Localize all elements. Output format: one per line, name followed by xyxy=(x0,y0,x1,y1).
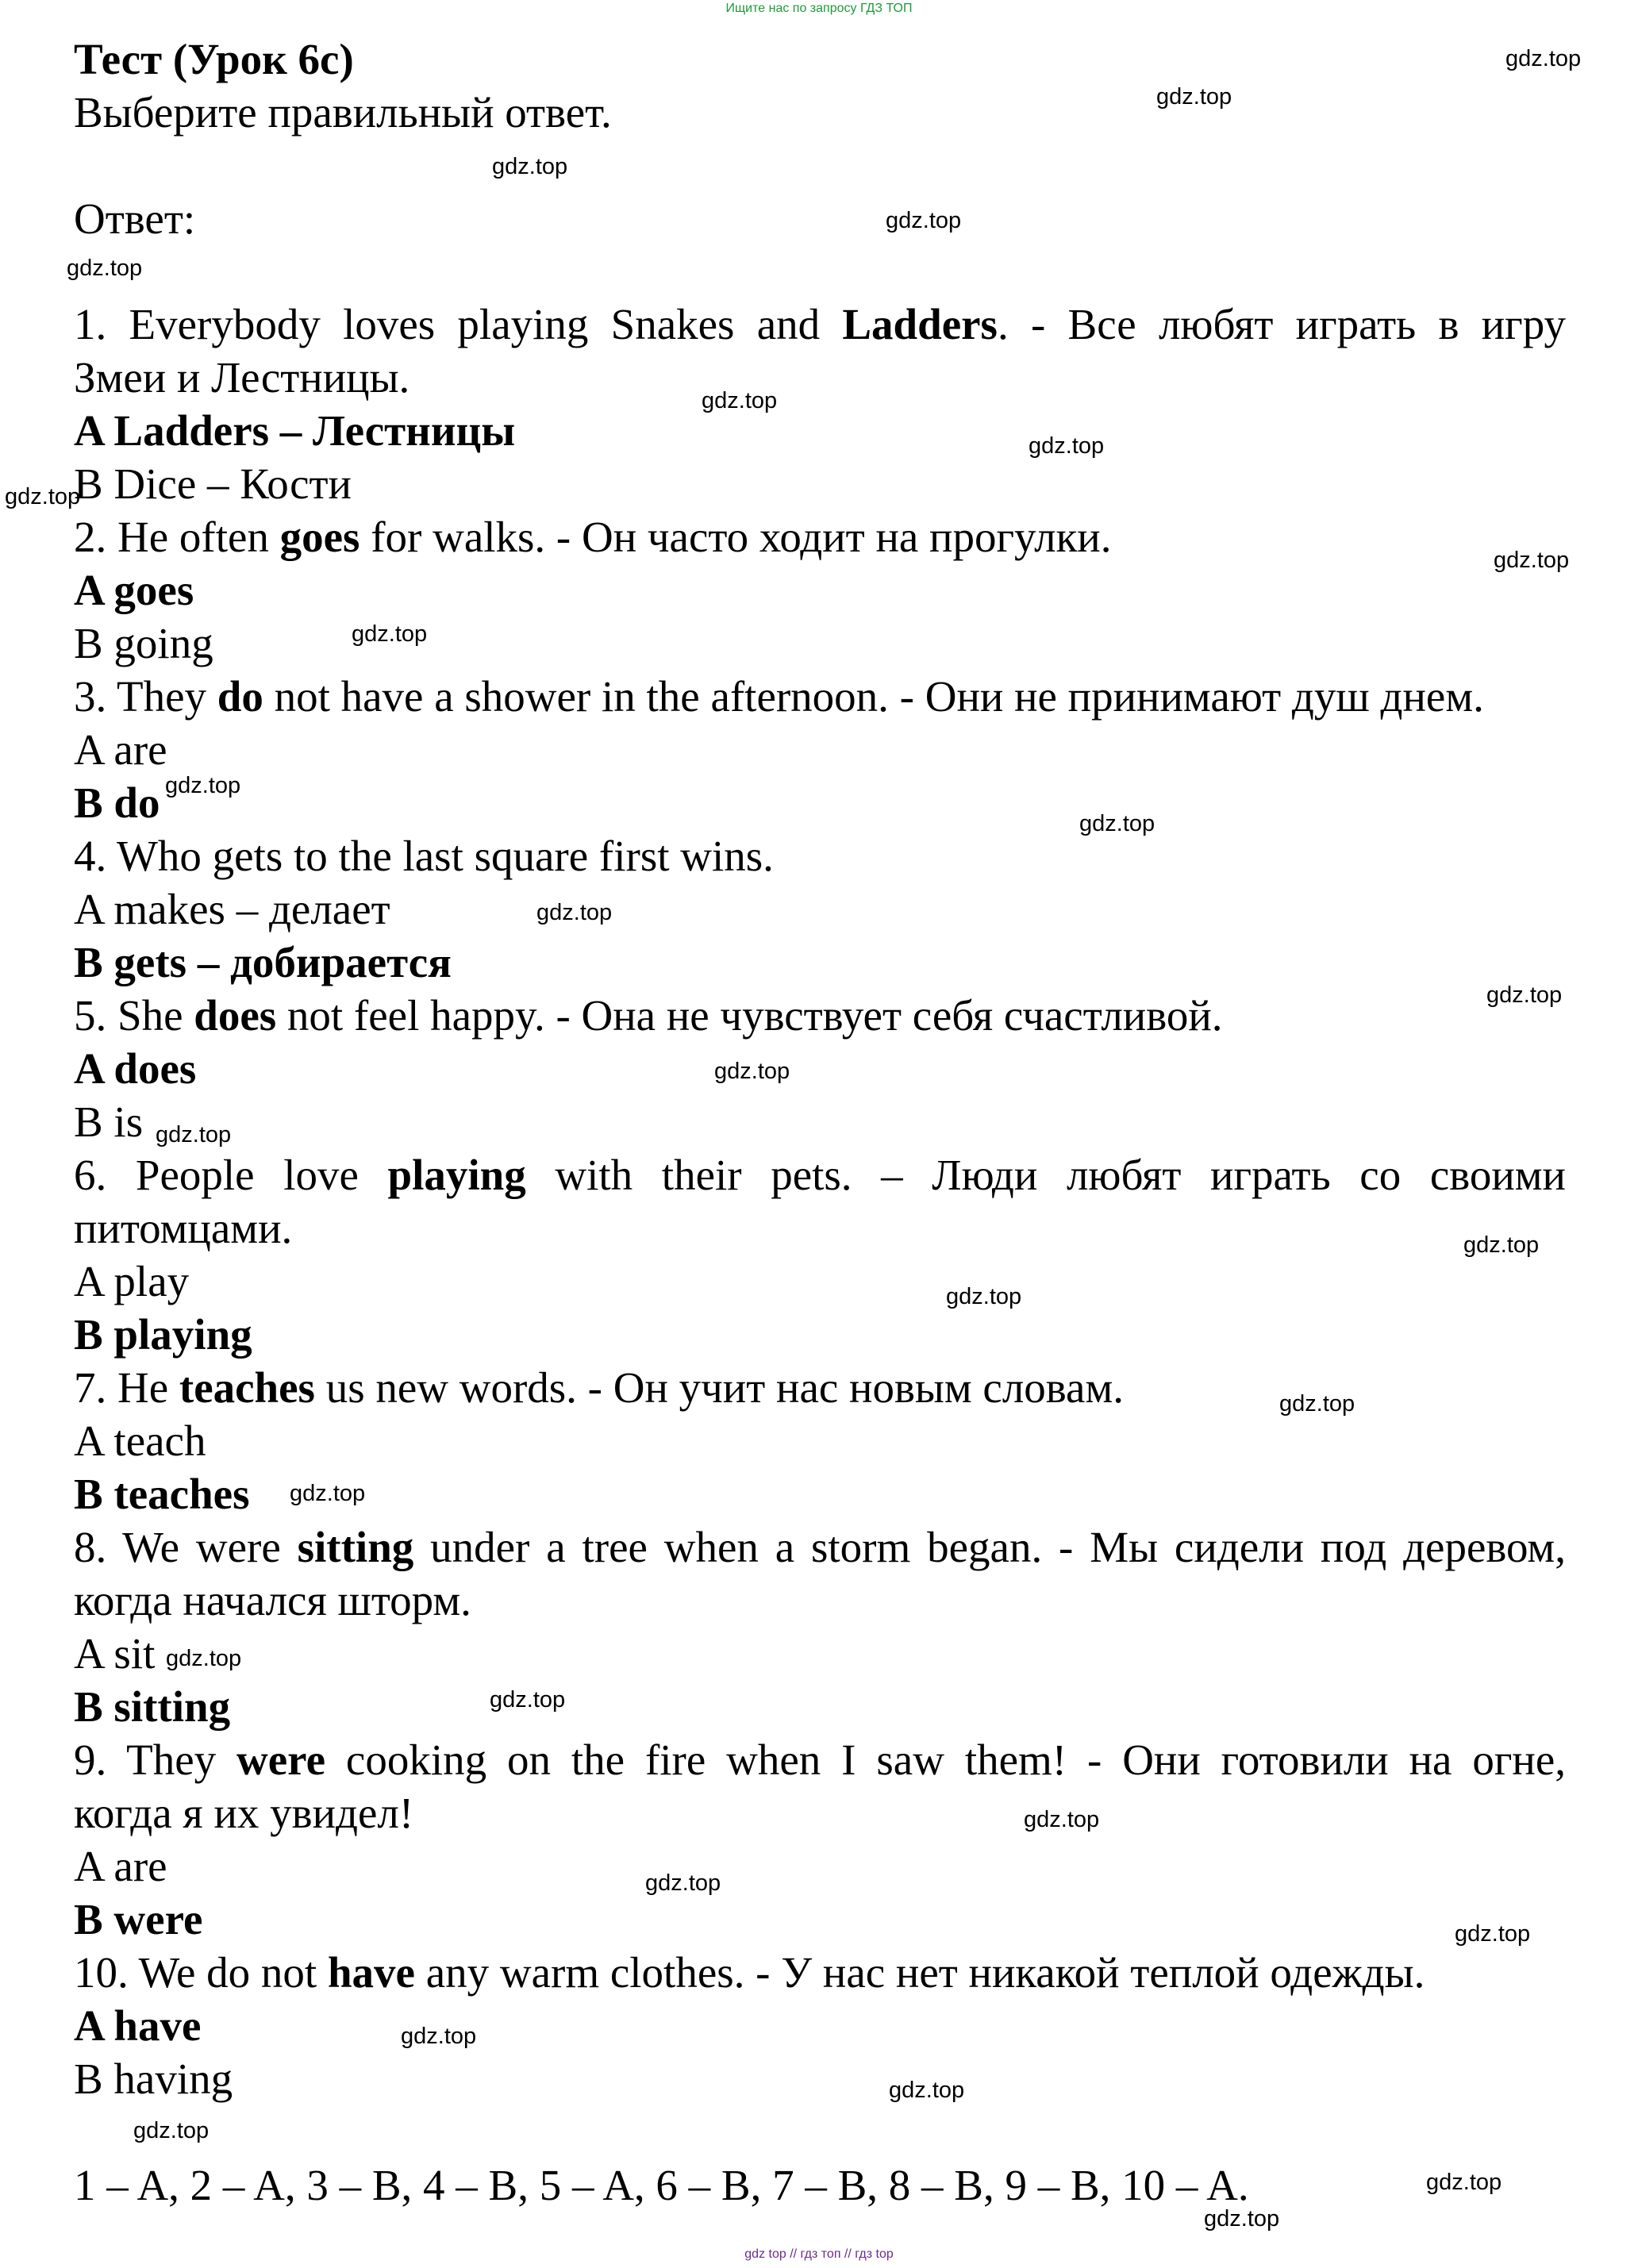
watermark: gdz.top xyxy=(946,1284,1022,1309)
q7-option-b: B teaches xyxy=(74,1470,250,1518)
q7-option-a: A teach xyxy=(74,1417,206,1465)
watermark: gdz.top xyxy=(67,256,143,281)
q2-option-b: B going xyxy=(74,619,213,667)
q8-option-a: A sit xyxy=(74,1629,156,1678)
q4-option-a: A makes – делает xyxy=(74,885,390,933)
watermark: gdz.top xyxy=(490,1687,566,1713)
watermark: gdz.top xyxy=(1486,982,1563,1008)
q6-option-a: A play xyxy=(74,1257,190,1305)
watermark: gdz.top xyxy=(645,1870,721,1896)
watermark: gdz.top xyxy=(886,208,962,233)
q10-option-b: B having xyxy=(74,2055,233,2103)
watermark: gdz.top xyxy=(352,621,428,647)
watermark: gdz.top xyxy=(1279,1391,1355,1417)
watermark: gdz.top xyxy=(1463,1232,1540,1258)
instruction: Выберите правильный ответ. xyxy=(74,88,612,136)
q2-option-a: A goes xyxy=(74,566,194,614)
question-1: 1. Everybody loves playing Snakes and Ladders. - Все любят играть в игру xyxy=(74,300,1566,348)
watermark: gdz.top xyxy=(165,773,241,798)
watermark: gdz.top xyxy=(1029,433,1105,459)
q9-option-a: A are xyxy=(74,1842,167,1890)
question-4: 4. Who gets to the last square first wins. xyxy=(74,832,774,880)
watermark: gdz.top xyxy=(290,1481,366,1506)
watermark: gdz.top xyxy=(1426,2170,1502,2195)
top-banner: Ищите нас по запросу ГДЗ ТОП xyxy=(725,2,913,15)
watermark: gdz.top xyxy=(1024,1807,1100,1832)
q4-option-b: B gets – добирается xyxy=(74,938,452,986)
watermark: gdz.top xyxy=(133,2118,210,2143)
question-8-cont: когда начался шторм. xyxy=(74,1576,471,1624)
q5-option-b: B is xyxy=(74,1097,144,1146)
watermark: gdz.top xyxy=(1156,84,1232,110)
watermark: gdz.top xyxy=(5,484,81,509)
question-5: 5. She does not feel happy. - Она не чувствует себя счастливой. xyxy=(74,991,1223,1040)
q5-option-a: A does xyxy=(74,1044,197,1093)
watermark: gdz.top xyxy=(166,1646,242,1671)
q1-option-a: A Ladders – Лестницы xyxy=(74,406,516,455)
question-9-cont: когда я их увидел! xyxy=(74,1789,414,1837)
watermark: gdz.top xyxy=(1204,2206,1280,2231)
q3-option-a: A are xyxy=(74,725,167,774)
watermark: gdz.top xyxy=(156,1122,232,1147)
watermark: gdz.top xyxy=(1079,811,1155,836)
question-2: 2. He often goes for walks. - Он часто ходит на прогулки. xyxy=(74,513,1112,561)
q1-option-b: B Dice – Кости xyxy=(74,459,352,508)
watermark: gdz.top xyxy=(702,388,778,413)
answer-key: 1 – A, 2 – A, 3 – B, 4 – B, 5 – A, 6 – B, 7 – B, 8 – B, 9 – B, 10 – A. xyxy=(74,2161,1249,2209)
question-6-cont: питомцами. xyxy=(74,1204,293,1252)
question-7: 7. He teaches us new words. - Он учит нас новым словам. xyxy=(74,1363,1124,1412)
question-3: 3. They do not have a shower in the afternoon. - Они не принимают душ днем. xyxy=(74,672,1484,721)
question-6: 6. People love playing with their pets. – Люди любят играть со своими xyxy=(74,1151,1566,1199)
question-10: 10. We do not have any warm clothes. - У нас нет никакой теплой одежды. xyxy=(74,1948,1425,1997)
watermark: gdz.top xyxy=(1505,46,1582,71)
q3-option-b: B do xyxy=(74,778,160,827)
q6-option-b: B playing xyxy=(74,1310,252,1359)
question-9: 9. They were cooking on the fire when I saw them! - Они готовили на огне, xyxy=(74,1736,1567,1784)
watermark: gdz.top xyxy=(1455,1921,1531,1947)
question-1-cont: Змеи и Лестницы. xyxy=(74,353,410,402)
q9-option-b: B were xyxy=(74,1895,203,1943)
watermark: gdz.top xyxy=(401,2024,477,2049)
q10-option-a: A have xyxy=(74,2001,202,2050)
bottom-banner: gdz top // гдз топ // гдз top xyxy=(744,2247,894,2261)
watermark: gdz.top xyxy=(492,154,568,179)
watermark: gdz.top xyxy=(536,900,613,925)
q8-option-b: B sitting xyxy=(74,1682,231,1731)
answer-label: Ответ: xyxy=(74,194,196,243)
page-title: Тест (Урок 6c) xyxy=(74,35,354,83)
watermark: gdz.top xyxy=(1494,548,1570,573)
watermark: gdz.top xyxy=(889,2078,965,2103)
watermark: gdz.top xyxy=(714,1059,790,1084)
question-8: 8. We were sitting under a tree when a storm began. - Мы сидели под деревом, xyxy=(74,1523,1566,1571)
